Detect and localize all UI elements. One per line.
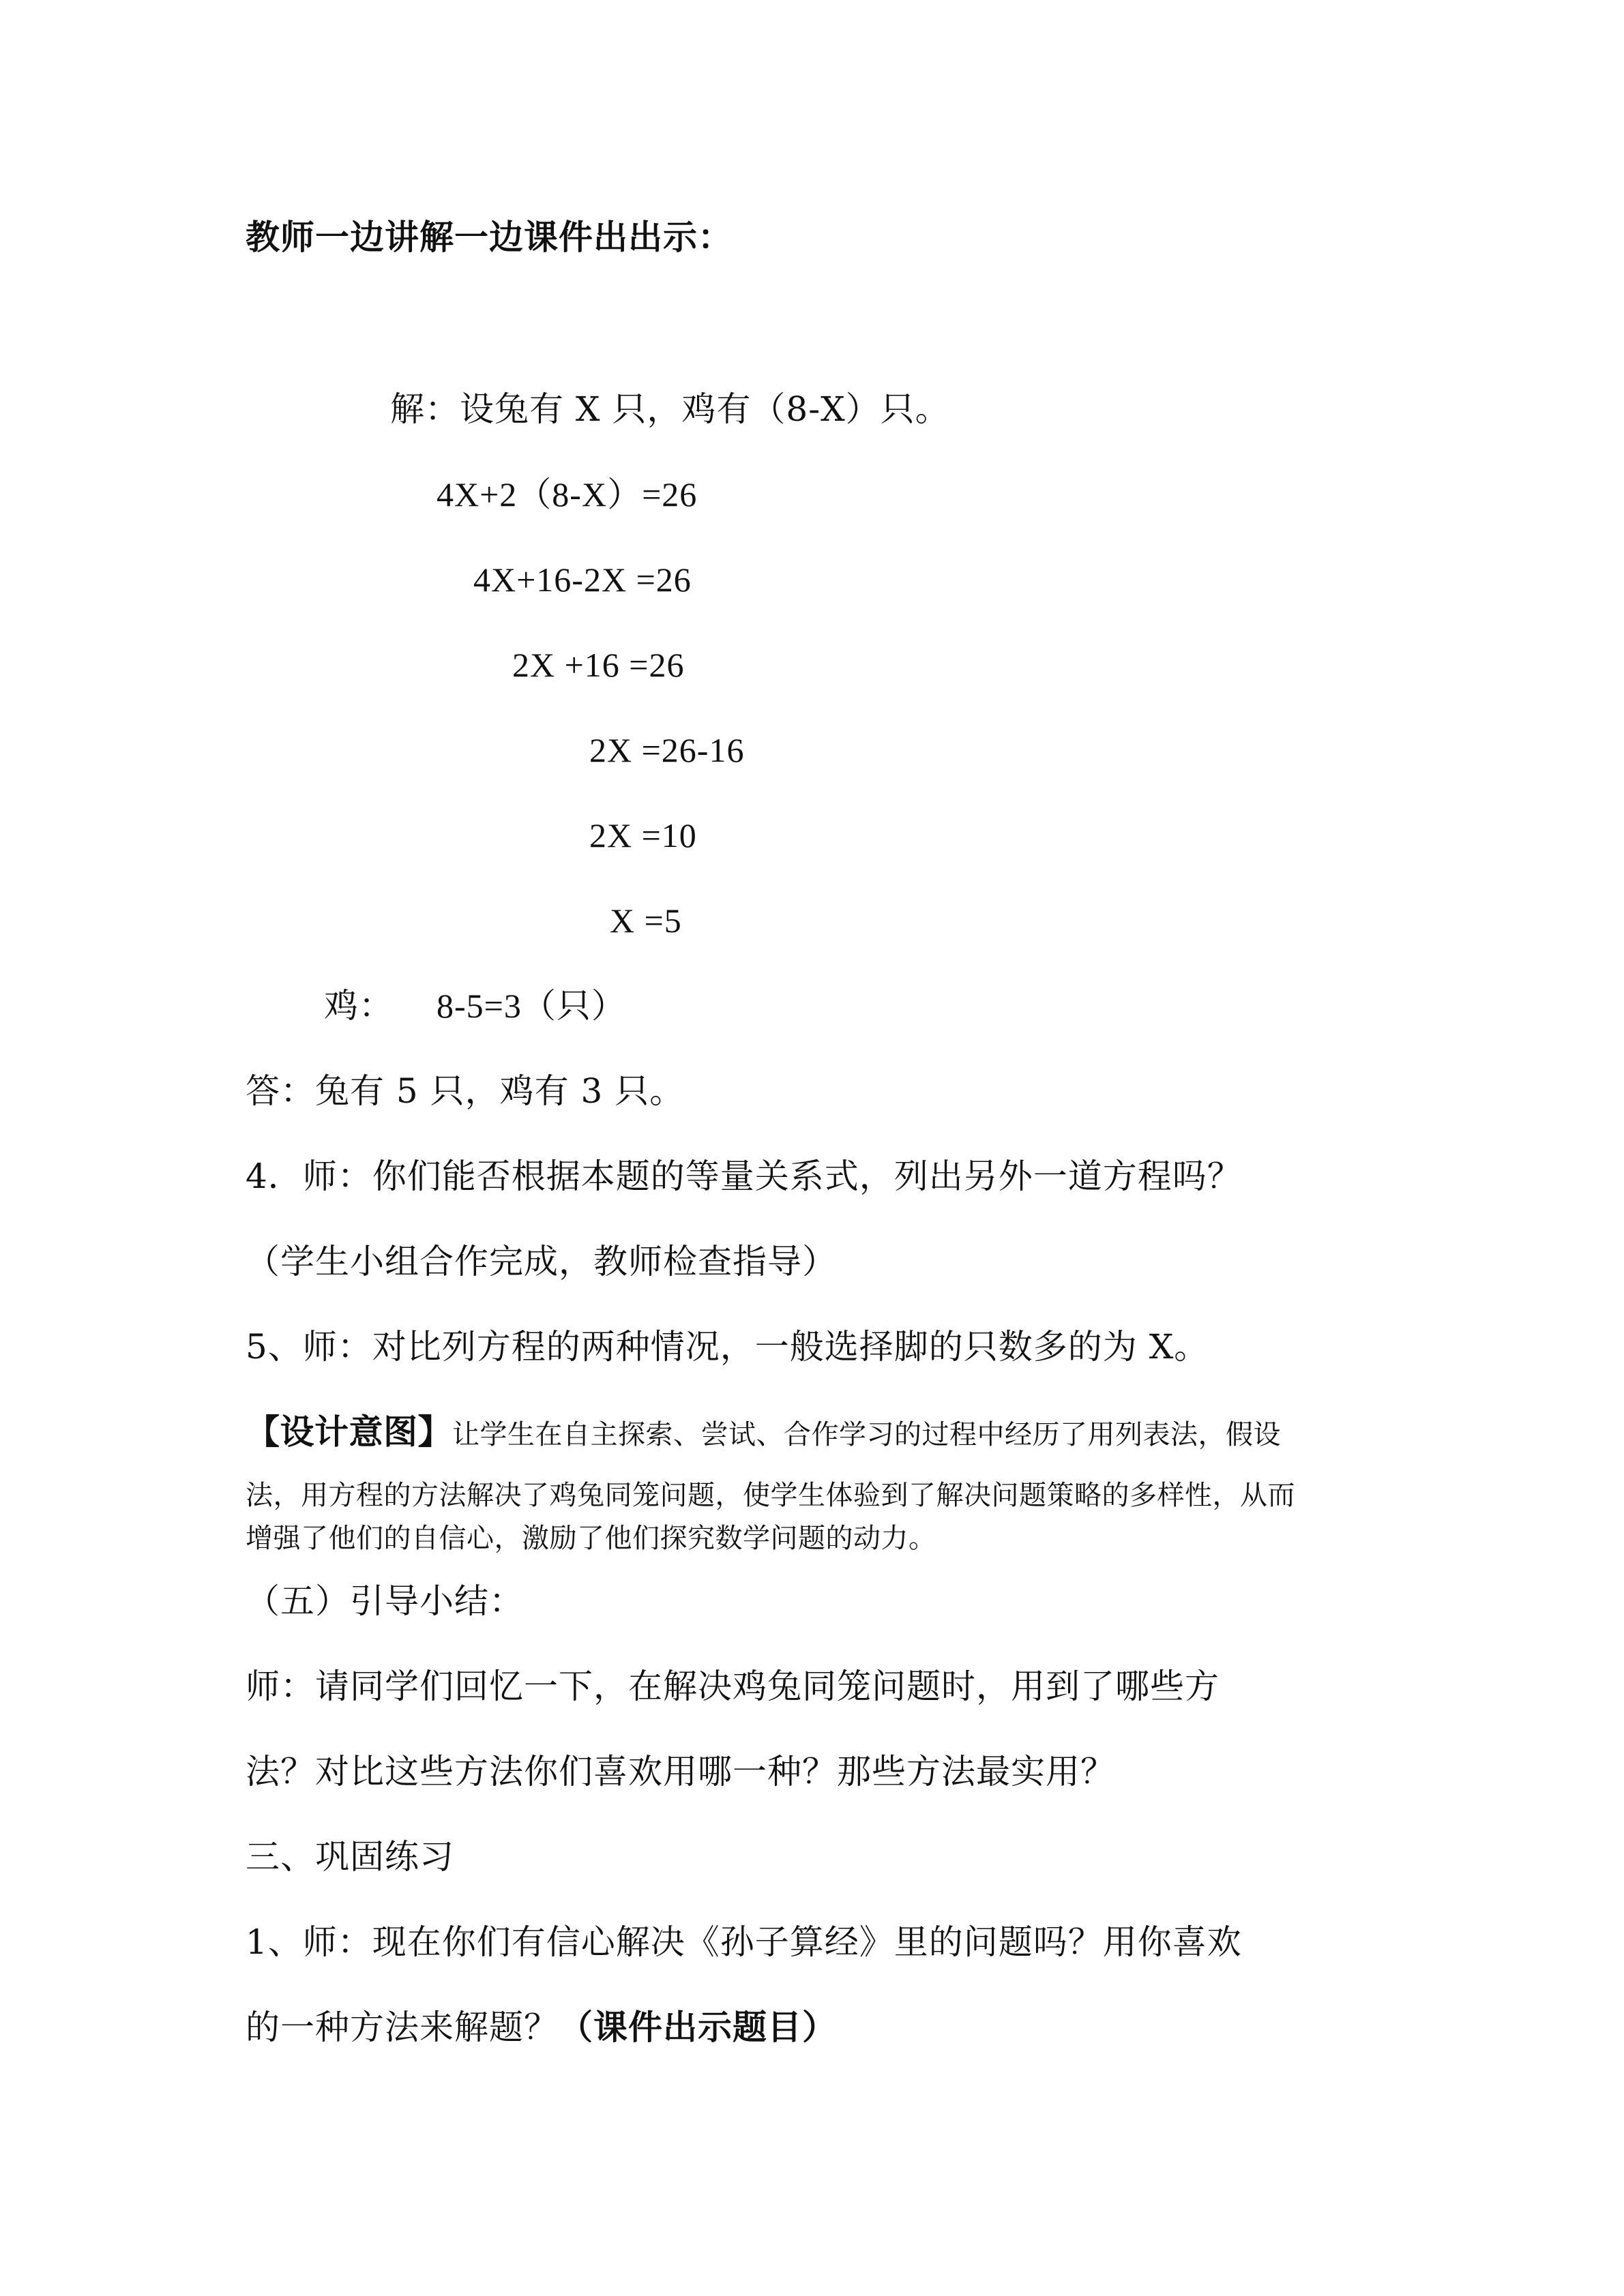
item-4-note: （学生小组合作完成，教师检查指导） [246, 1242, 837, 1281]
equation-step: 4X+16-2X =26 [473, 561, 692, 599]
design-intent-line [246, 1413, 1281, 1454]
practice-note: （课件出示题目） [559, 2007, 837, 2047]
section-3-heading: 三、巩固练习 [246, 1837, 454, 1877]
design-intent-text: 让学生在自主探索、尝试、合作学习的过程中经历了用列表法，假设 [452, 1419, 1281, 1450]
chicken-label: 鸡： [324, 986, 394, 1026]
chicken-calculation: 8-5=3（只） [437, 987, 626, 1025]
design-intent-line: 增强了他们的自信心，激励了他们探究数学问题的动力。 [246, 1523, 936, 1554]
practice-question: 的一种方法来解题？ [246, 2008, 559, 2047]
design-intent-line: 法，用方程的方法解决了鸡兔同笼问题，使学生体验到了解决问题策略的多样性，从而 [246, 1480, 1295, 1511]
design-intent-tag: 【设计意图】 [246, 1412, 452, 1452]
equation-step: 2X =26-16 [589, 731, 745, 769]
summary-text: 师：请同学们回忆一下，在解决鸡兔同笼问题时，用到了哪些方 [246, 1667, 1220, 1706]
section-heading: 教师一边讲解一边课件出出示： [246, 217, 733, 257]
answer-line: 答：兔有 5 只，鸡有 3 只。 [246, 1071, 685, 1111]
item-5: 5、师：对比列方程的两种情况，一般选择脚的只数多的为 X。 [246, 1327, 1209, 1367]
practice-text [246, 2007, 837, 2048]
summary-text: 法？对比这些方法你们喜欢用哪一种？那些方法最实用？ [246, 1752, 1115, 1791]
practice-text: 1、师：现在你们有信心解决《孙子算经》里的问题吗？用你喜欢 [246, 1922, 1242, 1962]
summary-heading: （五）引导小结： [246, 1581, 524, 1621]
equation-step: 4X+2（8-X）=26 [437, 475, 698, 513]
solution-setup: 解：设兔有 X 只，鸡有（8-X）只。 [390, 389, 950, 429]
equation-step: 2X =10 [589, 816, 697, 854]
equation-step: X =5 [610, 901, 682, 940]
equation-step: 2X +16 =26 [512, 646, 685, 684]
item-4: 4．师：你们能否根据本题的等量关系式，列出另外一道方程吗？ [246, 1157, 1242, 1196]
